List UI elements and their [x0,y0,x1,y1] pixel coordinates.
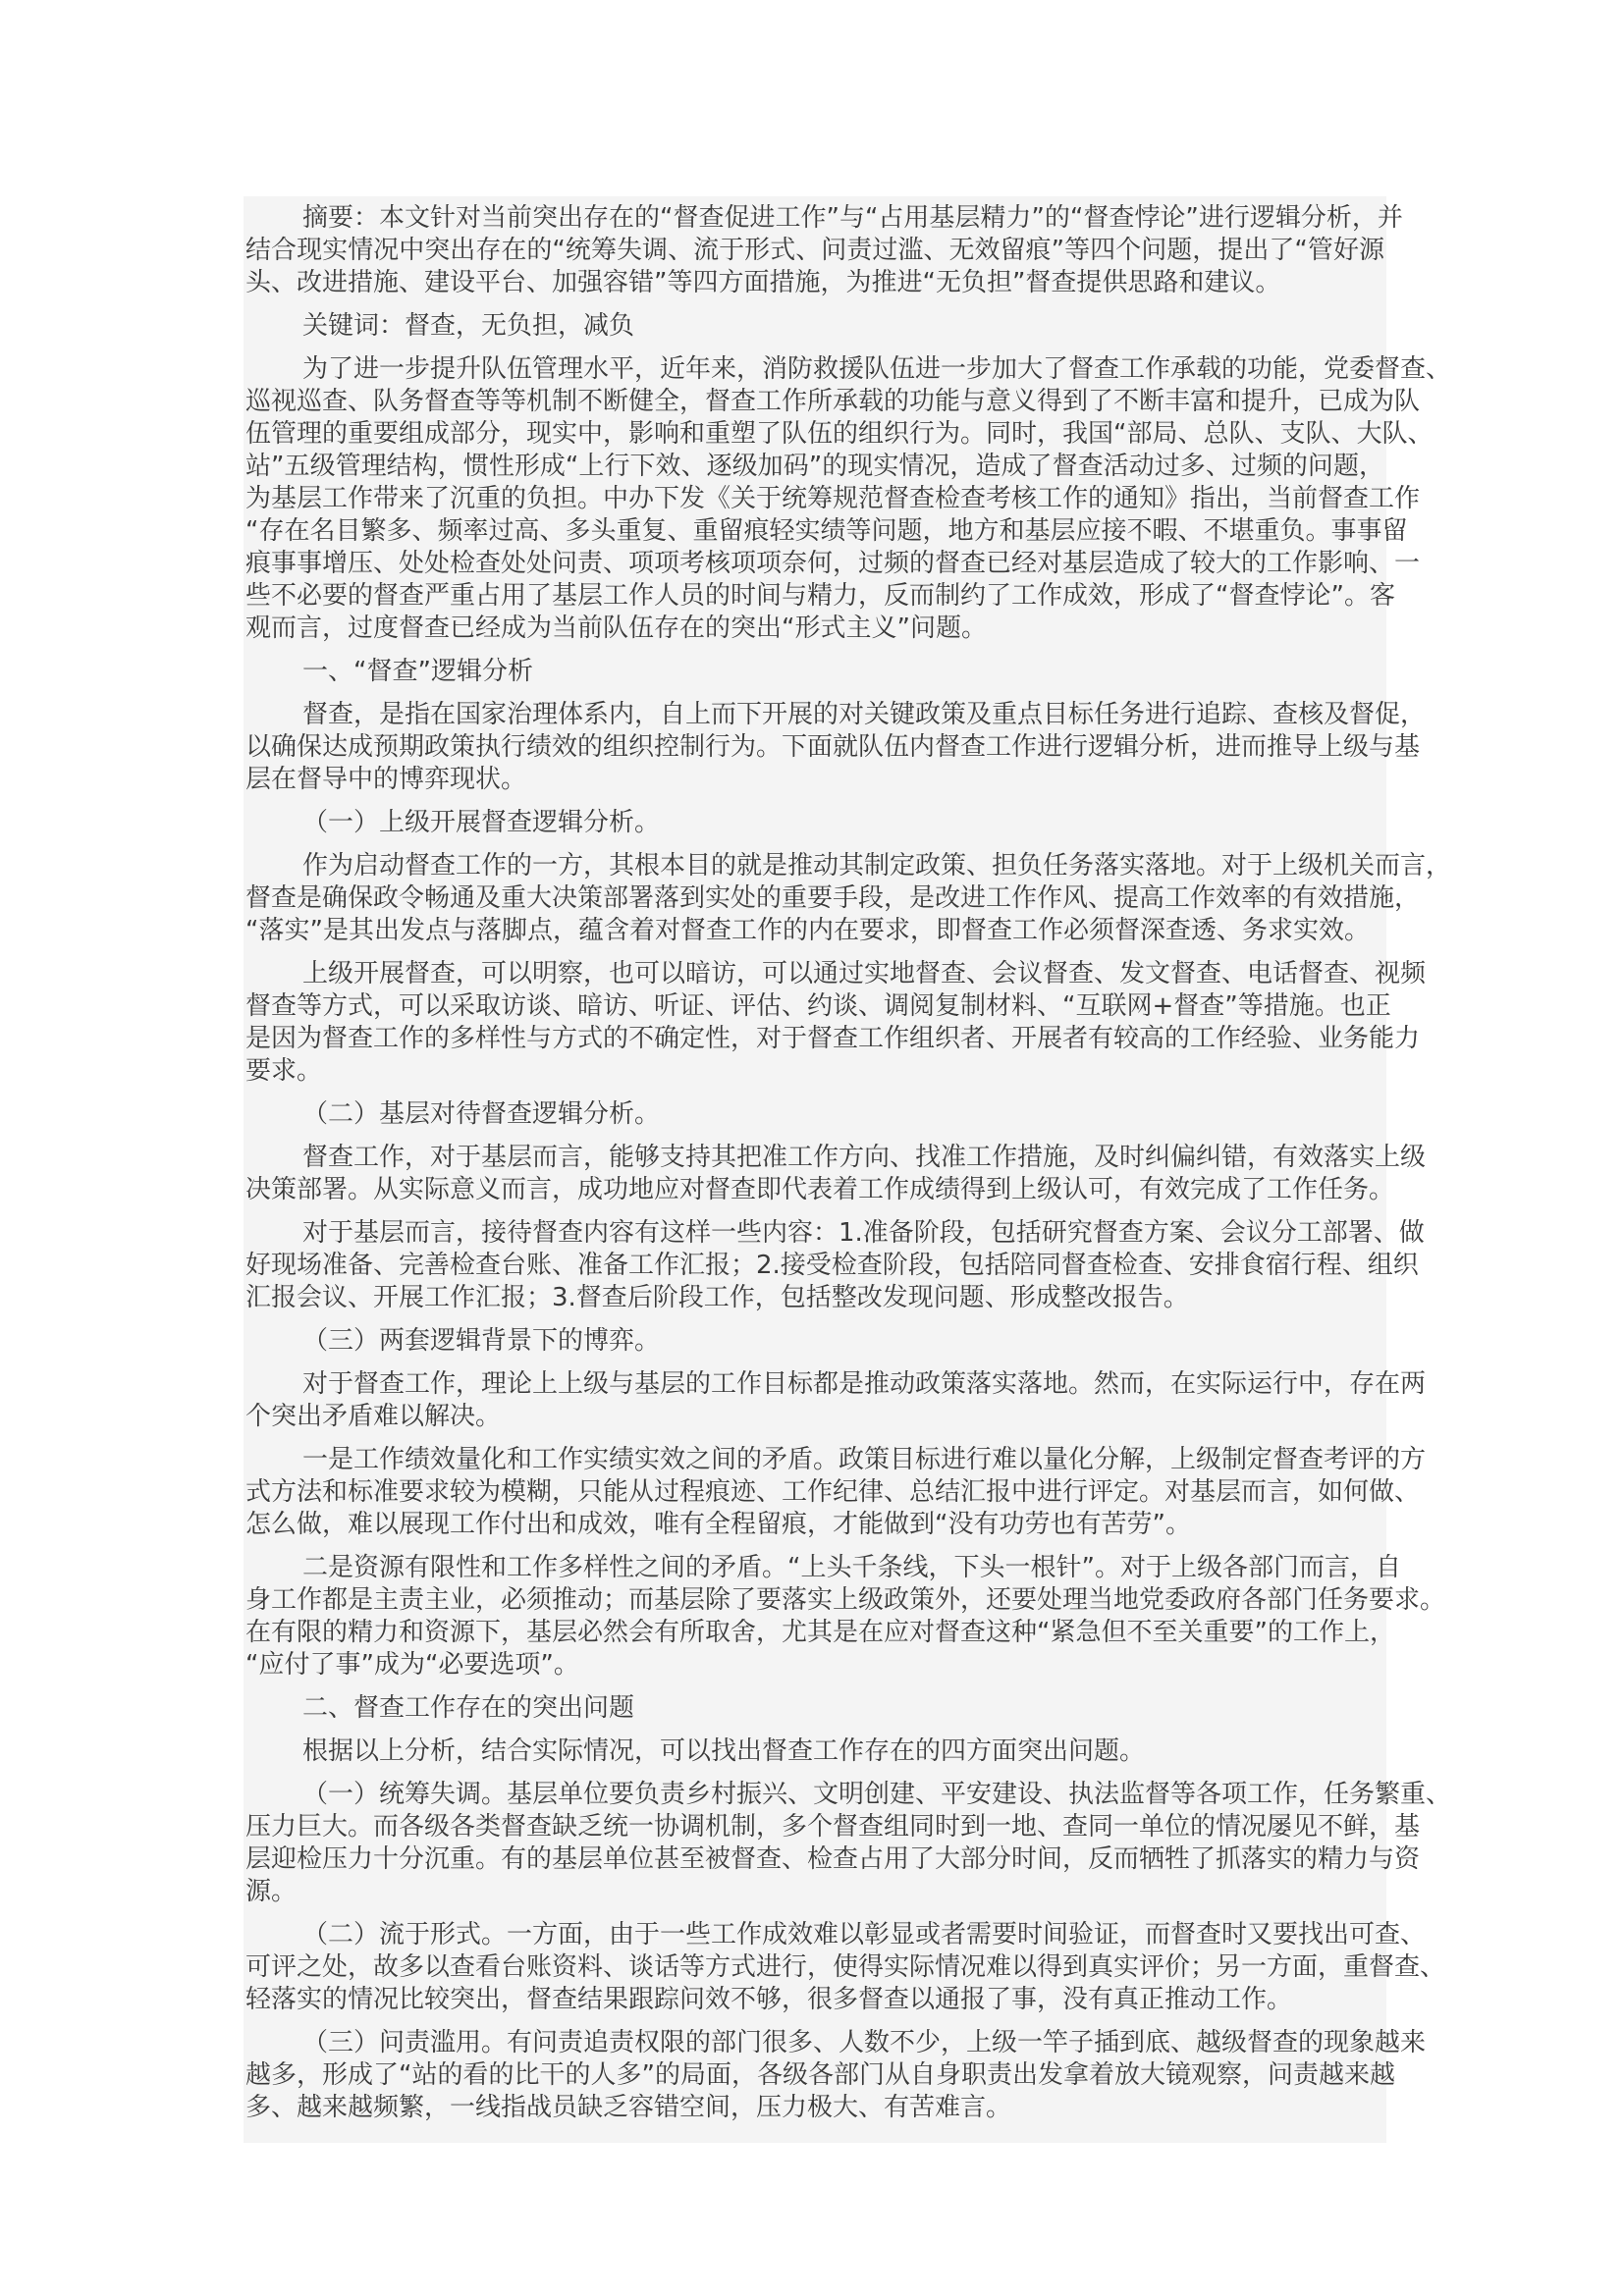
text-line: 要求。 [245,1056,323,1086]
text-line: 关键词：督查，无负担，减负 [302,311,635,341]
paragraph [244,958,1427,1088]
text-line: 汇报会议、开展工作汇报；3.督查后阶段工作，包括整改发现问题、形成整改报告。 [245,1283,1189,1312]
paragraph [244,310,1386,343]
paragraph [244,1217,1425,1314]
text-line: 一是工作绩效量化和工作实绩实效之间的矛盾。政策目标进行难以量化分解，上级制定督查考评的方 [302,1445,1427,1474]
text-line: 观而言，过度督查已经成为当前队伍存在的突出“形式主义”问题。 [245,614,987,643]
paragraph [244,656,1386,688]
paragraph [244,699,1427,796]
text-line: 二是资源有限性和工作多样性之间的矛盾。“上头千条线，下头一根针”。对于上级各部门而言，自 [302,1553,1401,1582]
text-line: 好现场准备、完善检查台账、准备工作汇报；2.接受检查阶段，包括陪同督查检查、安排食宿行程、组织 [245,1251,1419,1280]
text-line: （三）问责滥用。有问责追责权限的部门很多、人数不少，上级一竿子插到底、越级督查的现象越来 [302,2028,1427,2057]
paragraph [244,1368,1427,1433]
text-line: 二、督查工作存在的突出问题 [302,1693,635,1723]
text-line: 结合现实情况中突出存在的“统筹失调、流于形式、问责过滥、无效留痕”等四个问题，提出了“管好源 [245,236,1384,265]
text-line: （二）流于形式。一方面，由于一些工作成效难以彰显或者需要时间验证，而督查时又要找出可查、 [302,1920,1427,1949]
text-line: 些不必要的督查严重占用了基层工作人员的时间与精力，反而制约了工作成效，形成了“督查悖论”。客 [245,581,1395,611]
text-line: 层迎检压力十分沉重。有的基层单位甚至被督查、检查占用了大部分时间，反而牺牲了抓落实的精力与资 [245,1844,1421,1874]
text-line: 伍管理的重要组成部分，现实中，影响和重塑了队伍的组织行为。同时，我国“部局、总队、支队、大队、 [245,419,1434,449]
paragraph [244,807,1386,839]
paragraph [244,1142,1427,1206]
paragraph [244,2027,1427,2124]
paragraph [244,1552,1446,1682]
text-line: （二）基层对待督查逻辑分析。 [302,1099,661,1129]
text-line: 是因为督查工作的多样性与方式的不确定性，对于督查工作组织者、开展者有较高的工作经验、业务能力 [245,1024,1421,1053]
text-line: 作为启动督查工作的一方，其根本目的就是推动其制定政策、担负任务落实落地。对于上级机关而言， [302,851,1452,881]
document-body [244,196,1452,2143]
text-line: 压力巨大。而各级各类督查缺乏统一协调机制，多个督查组同时到一地、查同一单位的情况屡见不鲜，基 [245,1812,1421,1842]
text-line: 根据以上分析，结合实际情况，可以找出督查工作存在的四方面突出问题。 [302,1736,1146,1766]
text-line: 以确保达成预期政策执行绩效的组织控制行为。下面就队伍内督查工作进行逻辑分析，进而推导上级与基 [245,732,1421,762]
text-line: 站”五级管理结构，惯性形成“上行下效、逐级加码”的现实情况，造成了督查活动过多、过频的问题， [245,452,1384,481]
paragraph [244,1444,1427,1541]
paragraph [244,1325,1386,1358]
text-line: 怎么做，难以展现工作付出和成效，唯有全程留痕，才能做到“没有功劳也有苦劳”。 [245,1510,1191,1539]
text-line: 在有限的精力和资源下，基层必然会有所取舍，尤其是在应对督查这种“紧急但不至关重要”的工作上， [245,1618,1395,1647]
text-line: （三）两套逻辑背景下的博弈。 [302,1326,661,1356]
paragraph [244,1779,1452,1908]
text-line: 摘要：本文针对当前突出存在的“督查促进工作”与“占用基层精力”的“督查悖论”进行逻辑分析，并 [302,203,1403,233]
text-line: 一、“督查”逻辑分析 [302,657,533,686]
paragraph [244,353,1452,645]
text-line: （一）上级开展督查逻辑分析。 [302,808,661,837]
text-line: 头、改进措施、建设平台、加强容错”等四方面措施，为推进“无负担”督查提供思路和建议。 [245,268,1281,297]
text-line: “落实”是其出发点与落脚点，蕴含着对督查工作的内在要求，即督查工作必须督深查透、务求实效。 [245,916,1370,945]
paragraph [244,1735,1386,1768]
text-line: 身工作都是主责主业，必须推动；而基层除了要落实上级政策外，还要处理当地党委政府各部门任务要求。 [245,1585,1446,1615]
text-line: “存在名目繁多、频率过高、多头重复、重留痕轻实绩等问题，地方和基层应接不暇、不堪重负。事事留 [245,516,1408,546]
paragraph [244,1098,1386,1131]
text-line: （一）统筹失调。基层单位要负责乡村振兴、文明创建、平安建设、执法监督等各项工作，任务繁重、 [302,1780,1452,1809]
paragraph [244,1692,1386,1725]
text-line: 巡视巡查、队务督查等等机制不断健全，督查工作所承载的功能与意义得到了不断丰富和提升，已成为队 [245,387,1421,416]
text-line: 源。 [245,1877,298,1906]
text-line: 多、越来越频繁，一线指战员缺乏容错空间，压力极大、有苦难言。 [245,2093,1012,2122]
text-line: 越多，形成了“站的看的比干的人多”的局面，各级各部门从自身职责出发拿着放大镜观察，问责越来越 [245,2060,1395,2090]
text-line: 督查是确保政令畅通及重大决策部署落到实处的重要手段，是改进工作作风、提高工作效率的有效措施， [245,883,1421,913]
text-line: 层在督导中的博弈现状。 [245,765,527,794]
text-line: 轻落实的情况比较突出，督查结果跟踪问效不够，很多督查以通报了事，没有真正推动工作。 [245,1985,1293,2014]
paragraph [244,202,1403,299]
text-line: 对于基层而言，接待督查内容有这样一些内容：1.准备阶段，包括研究督查方案、会议分工部署、做 [302,1218,1425,1248]
text-line: 督查工作，对于基层而言，能够支持其把准工作方向、找准工作措施，及时纠偏纠错，有效落实上级 [302,1143,1427,1172]
text-line: 决策部署。从实际意义而言，成功地应对督查即代表着工作成绩得到上级认可，有效完成了工作任务。 [245,1175,1395,1204]
text-line: 为了进一步提升队伍管理水平，近年来，消防救援队伍进一步加大了督查工作承载的功能，党委督查、 [302,354,1452,384]
text-line: 式方法和标准要求较为模糊，只能从过程痕迹、工作纪律、总结汇报中进行评定。对基层而言，如何做、 [245,1477,1421,1507]
paragraph [244,850,1452,947]
paragraph [244,1919,1446,2016]
text-line: 上级开展督查，可以明察，也可以暗访，可以通过实地督查、会议督查、发文督查、电话督查、视频 [302,959,1427,988]
text-line: 对于督查工作，理论上上级与基层的工作目标都是推动政策落实落地。然而，在实际运行中，存在两 [302,1369,1427,1399]
text-line: 为基层工作带来了沉重的负担。中办下发《关于统筹规范督查检查考核工作的通知》指出，当前督查工作 [245,484,1421,513]
text-line: 痕事事增压、处处检查处处问责、项项考核项项奈何，过频的督查已经对基层造成了较大的工作影响、一 [245,549,1421,578]
text-line: 个突出矛盾难以解决。 [245,1402,502,1431]
text-line: 督查等方式，可以采取访谈、暗访、听证、评估、约谈、调阅复制材料、“互联网+督查”等措施。也正 [245,991,1391,1021]
text-line: 可评之处，故多以查看台账资料、谈话等方式进行，使得实际情况难以得到真实评价；另一方面，重督查、 [245,1952,1446,1982]
text-line: 督查，是指在国家治理体系内，自上而下开展的对关键政策及重点目标任务进行追踪、查核及督促， [302,700,1427,729]
text-line: “应付了事”成为“必要选项”。 [245,1650,579,1680]
